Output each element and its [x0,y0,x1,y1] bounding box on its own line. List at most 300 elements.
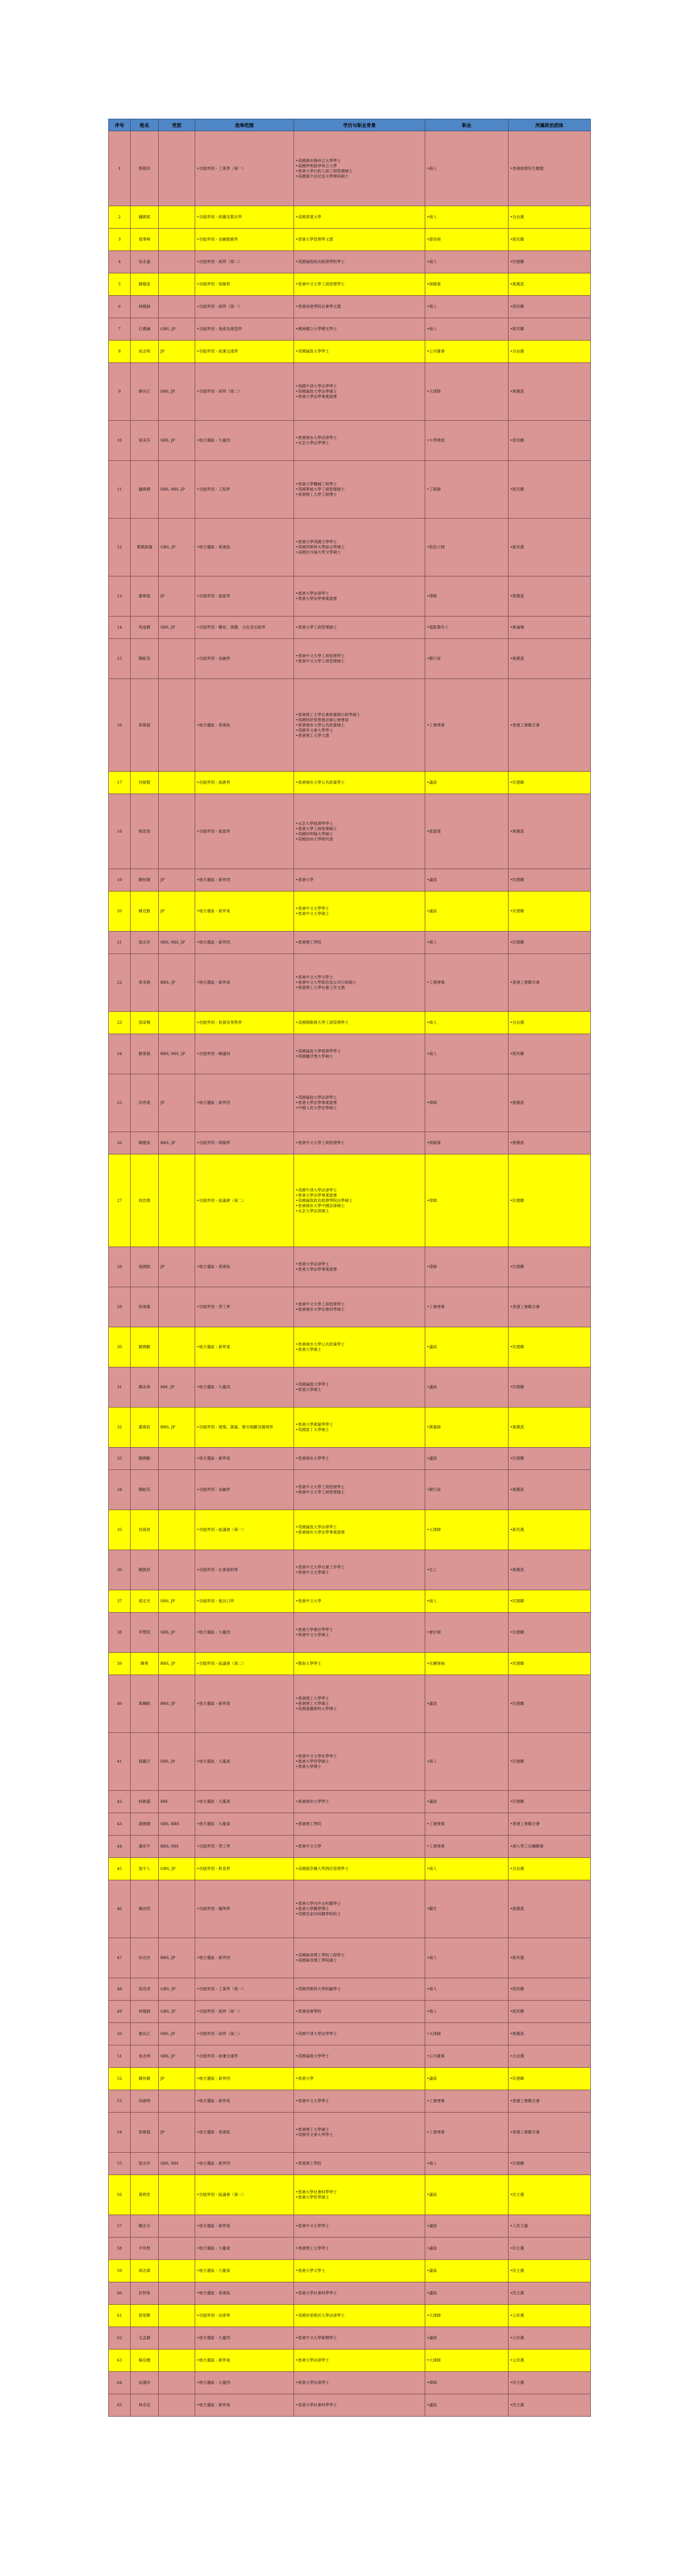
member-constituency-line: •功能界別 - 旅遊界 [197,594,231,598]
member-education-line: •香港大學法學專業證書 [296,394,337,399]
table-row [109,1287,591,1327]
row-number: 20 [109,891,131,932]
member-honours: GBS, JP [159,1978,195,2001]
member-occupation-line: •大律師 [427,2031,441,2036]
member-education [294,2068,425,2090]
member-education-line: •英國倫敦大學經濟學學士 [296,1049,341,1053]
member-education-line: •香港大學法學專業證書 [296,596,337,601]
member-party-line: •民建聯 [510,259,524,264]
member-constituency [195,318,294,341]
member-occupation-line: •電影製作人 [427,625,449,630]
member-constituency [195,1448,294,1470]
member-occupation [425,2068,509,2090]
member-honours: BBS, JP [159,1408,195,1448]
member-party [509,2045,591,2068]
member-constituency [195,2215,294,2238]
member-party [509,891,591,932]
member-occupation [425,2260,509,2282]
member-party [509,1287,591,1327]
table-row [109,1978,591,2001]
member-party-line: •無黨派 [510,282,524,286]
member-education-line: •美國康奈爾大學酒店管理學士 [296,1866,349,1871]
member-honours: BBS, JP [159,1938,195,1978]
row-number: 41 [109,1733,131,1791]
member-party-line: •民主黨 [510,2291,524,2295]
member-name: 陳振英 [131,1470,159,1510]
member-honours [159,251,195,273]
row-number: 42 [109,1791,131,1813]
member-education-line: •英國列斯特大學紡織學士 [296,1987,341,1991]
member-party [509,1978,591,2001]
member-education [294,1327,425,1367]
member-education-line: •英國曼徹斯特大學博士 [296,1706,337,1711]
member-occupation-line: •議員 [427,909,437,913]
member-name: 許智峯 [131,2282,159,2305]
member-constituency [195,2282,294,2305]
member-party [509,2090,591,2113]
member-party [509,1733,591,1791]
member-education-line: •香港中文大學碩士 [296,1570,329,1575]
member-education-line: •澳洲國立大學歷史學士 [296,326,337,331]
row-number: 53 [109,2090,131,2113]
member-occupation [425,363,509,421]
member-education [294,1590,425,1613]
member-honours [159,1510,195,1550]
member-party [509,932,591,954]
row-number: 47 [109,1938,131,1978]
row-number: 45 [109,1858,131,1880]
member-constituency-line: •地方選區 - 新界東 [197,2223,231,2228]
member-education [294,2215,425,2238]
member-occupation [425,2001,509,2023]
member-party-line: •民建聯 [510,940,524,945]
table-row [109,932,591,954]
member-occupation-line: •商人 [427,1020,437,1025]
table-row [109,461,591,519]
table-row [109,2068,591,2090]
member-constituency [195,932,294,954]
member-party-line: •自由黨 [510,2054,524,2058]
table-row [109,772,591,794]
member-honours [159,2260,195,2282]
member-constituency [195,1287,294,1327]
member-constituency-line: •功能界別 - 商界（第一） [197,304,242,309]
member-name: 盧偉國 [131,461,159,519]
member-honours [159,206,195,229]
member-education-line: •香港大學英國文學學士 [296,539,337,544]
row-number: 55 [109,2153,131,2175]
member-occupation-line: •醫生 [427,1906,437,1911]
member-constituency [195,2372,294,2394]
member-constituency-line: •功能界別 - 紡織及製衣界 [197,215,242,219]
member-constituency-line: •功能界別 - 金融界 [197,1487,231,1492]
member-constituency-line: •地方選區 - 新界東 [197,1701,231,1706]
member-constituency [195,273,294,296]
member-education [294,1880,425,1938]
member-name: 李慧琼 [131,1613,159,1653]
member-constituency [195,2153,294,2175]
member-occupation-line: •議員 [427,1385,437,1389]
member-constituency [195,1327,294,1367]
member-name: 黃定光 [131,1590,159,1613]
member-education-line: •香港大學碩士 [296,1387,322,1392]
member-constituency [195,2394,294,2417]
header-no: 序号 [109,119,131,131]
member-name: 柯創盛 [131,1791,159,1813]
member-occupation [425,341,509,363]
member-constituency-line: •功能界別 - 批發及零售界 [197,1020,242,1025]
member-name: 何啟明 [131,2090,159,2113]
member-honours: MH [159,1791,195,1813]
table-row [109,1448,591,1470]
member-education-line: •英國倫敦政治經濟學院學士 [296,259,345,264]
member-name: 梁志祥 [131,932,159,954]
member-honours: BBS, MH [159,1836,195,1858]
member-name: 梁美芬 [131,421,159,461]
row-number: 14 [109,617,131,639]
member-education-line: •香港中文大學 [296,1844,322,1849]
member-name: 謝偉俊 [131,576,159,617]
member-name: 鍾國斌 [131,206,159,229]
member-occupation [425,1510,509,1550]
member-education-line: •香港理工學院 [296,940,322,945]
member-honours: GBS, JP [159,1858,195,1880]
row-number: 33 [109,1448,131,1470]
member-party-line: •民建聯 [510,1456,524,1461]
row-number: 37 [109,1590,131,1613]
member-education-line: •香港理工大學社會工作文憑 [296,985,345,990]
table-row [109,1012,591,1034]
member-occupation [425,2090,509,2113]
member-education [294,1550,425,1590]
member-name: 廖長江 [131,363,159,421]
member-honours [159,2215,195,2238]
member-constituency-line: •地方選區 - 新界西 [197,1955,231,1960]
member-constituency [195,1247,294,1287]
member-occupation-line: •工會理事 [427,980,445,985]
member-education-line: •香港理工大學碩士 [296,2127,329,2132]
member-party-line: •無黨派 [510,1100,524,1105]
row-number: 34 [109,1470,131,1510]
member-party-line: •香港工會聯合會 [510,1304,540,1309]
member-name: 何俊賢 [131,772,159,794]
member-education-line: •香港大學社會科學學士 [296,2403,337,2407]
member-name: 鄭泳舜 [131,1367,159,1408]
member-occupation-line: •議員 [427,2291,437,2295]
member-constituency [195,639,294,679]
member-education-line: •英國雷丁大學碩士 [296,1427,329,1432]
member-occupation [425,1448,509,1470]
member-education [294,2260,425,2282]
member-constituency-line: •地方選區 - 新界東 [197,1456,231,1461]
member-party [509,1247,591,1287]
member-constituency-line: •功能界別 - 商界（第二） [197,389,242,394]
member-constituency [195,1880,294,1938]
member-education-line: •香港中文大學 [296,1599,322,1603]
member-constituency [195,1858,294,1880]
member-education [294,461,425,519]
member-constituency [195,1733,294,1791]
member-education-line: •中國人民大學法學碩士 [296,1105,337,1110]
member-education-line: •英國皇家內科醫學院院士 [296,1912,341,1916]
table-row [109,1327,591,1367]
member-party [509,1938,591,1978]
member-education [294,296,425,318]
table-row [109,2349,591,2372]
table-row [109,679,591,772]
member-honours: SBS, JP [159,1733,195,1791]
member-party [509,1791,591,1813]
member-name: 劉業強 [131,1034,159,1074]
row-number: 32 [109,1408,131,1448]
member-education-line: •香港理工大學碩士 [296,1701,329,1706]
member-occupation [425,421,509,461]
member-constituency [195,1836,294,1858]
member-table-sheet [108,119,590,2417]
member-occupation [425,1550,509,1590]
member-party [509,2113,591,2153]
member-constituency-line: •地方選區 - 九龍西 [197,2335,231,2340]
member-honours: SBS, MH, JP [159,932,195,954]
member-occupation-line: •政治人物 [427,545,445,549]
member-party-line: •民建聯 [510,2161,524,2166]
row-number: 49 [109,2001,131,2023]
member-occupation [425,1470,509,1510]
member-education-line: •香港大學哲學碩士 [296,2195,329,2200]
row-number: 2 [109,206,131,229]
member-education [294,2305,425,2327]
member-constituency-line: •地方選區 - 新界西 [197,1100,231,1105]
member-education [294,794,425,869]
member-name: 陳克勤 [131,891,159,932]
member-education-line: •美國麻省理工學院碩士 [296,1958,337,1963]
member-party-line: •民主黨 [510,2403,524,2407]
member-education [294,576,425,617]
table-row [109,794,591,869]
member-education [294,421,425,461]
member-constituency-line: •地方選區 - 九龍西 [197,1630,231,1635]
member-constituency [195,1367,294,1408]
member-constituency [195,1510,294,1550]
row-number: 50 [109,2023,131,2045]
table-row [109,2305,591,2327]
member-name: 葉劉淑儀 [131,519,159,576]
row-number: 54 [109,2113,131,2153]
member-education [294,2175,425,2215]
member-occupation [425,2153,509,2175]
member-party [509,2068,591,2090]
member-honours: JP [159,869,195,891]
member-name: 黃碧雲 [131,2175,159,2215]
row-number: 15 [109,639,131,679]
table-row [109,131,591,206]
row-number: 64 [109,2372,131,2394]
member-education-line: •美國伊利諾伊州立大學 [296,163,337,168]
member-education [294,2045,425,2068]
member-party [509,2215,591,2238]
member-constituency [195,2001,294,2023]
member-party [509,576,591,617]
member-occupation [425,2394,509,2417]
member-constituency [195,2305,294,2327]
member-education-line: •英國牛津大學法學學士 [296,384,337,388]
member-honours [159,1287,195,1327]
member-name: 尹兆堅 [131,2238,159,2260]
member-constituency-line: •地方選區 - 香港島 [197,2291,231,2295]
member-name: 陳恒鑌 [131,2068,159,2090]
member-occupation [425,1154,509,1247]
member-party [509,1034,591,1074]
row-number: 5 [109,273,131,296]
member-honours [159,2394,195,2417]
member-constituency-line: •地方選區 - 新界東 [197,2358,231,2363]
member-education-line: •香港城市大學學士 [296,1799,329,1804]
member-occupation-line: •社團領袖 [427,1661,445,1666]
member-education [294,2113,425,2153]
member-education [294,1978,425,2001]
member-occupation [425,1012,509,1034]
member-education-line: •美國麻省理工學院工程學士 [296,1953,345,1957]
member-constituency [195,617,294,639]
member-constituency-line: •功能界別 - 金融服務界 [197,237,238,242]
table-row [109,296,591,318]
member-name: 胡志偉 [131,2260,159,2282]
member-constituency-line: •功能界別 - 進出口界 [197,1599,234,1603]
member-education-line: •香港大學法律學士 [296,2358,329,2363]
member-occupation-line: •會計師 [427,1630,441,1635]
member-party-line: •經民聯 [510,487,524,492]
member-constituency [195,1408,294,1448]
member-education-line: •香港中文大學工商管理學士 [296,654,345,658]
table-row [109,341,591,363]
member-honours [159,1448,195,1470]
member-name: 梁君彥 [131,1978,159,2001]
member-occupation [425,2175,509,2215]
member-constituency-line: •功能界別 - 工業界（第一） [197,1987,246,1991]
member-education-line: •香港城市大學學士 [296,1456,329,1461]
member-education-line: •香港大學社會科學學士 [296,2190,337,2194]
member-party [509,639,591,679]
member-occupation-line: •商人 [427,2161,437,2166]
member-constituency-line: •地方選區 - 新界東 [197,980,231,985]
member-party [509,2349,591,2372]
member-occupation [425,2023,509,2045]
member-party [509,1836,591,1858]
member-party [509,617,591,639]
member-occupation [425,1074,509,1132]
member-constituency [195,2068,294,2090]
member-party-line: •民主黨 [510,2380,524,2385]
member-party-line: •民主黨 [510,2268,524,2273]
member-party [509,2372,591,2394]
member-education [294,1247,425,1287]
member-education-line: •香港大學工商管理碩士 [296,826,337,831]
member-education [294,519,425,576]
row-number: 59 [109,2260,131,2282]
member-honours: SBS, JP [159,2045,195,2068]
header-group: 党派 [159,119,195,131]
member-education-line: •香港中文大學學士 [296,906,329,911]
member-occupation [425,1247,509,1287]
member-party [509,2238,591,2260]
member-education [294,1074,425,1132]
member-name: 容海恩 [131,1510,159,1550]
member-party [509,229,591,251]
member-party-line: •無黨派 [510,1487,524,1492]
member-education-line: •美國普渡大學 [296,215,322,219]
member-occupation [425,1836,509,1858]
member-occupation-line: •工會理事 [427,1821,445,1826]
table-row [109,1675,591,1733]
member-party-line: •自由黨 [510,349,524,354]
row-number: 13 [109,576,131,617]
member-education-line: •香港大學哲學碩士 [296,1759,329,1764]
member-party-line: •民建聯 [510,1599,524,1603]
member-honours: JP [159,891,195,932]
table-row [109,2153,591,2175]
row-number: 16 [109,679,131,772]
member-occupation-line: •律師 [427,2380,437,2385]
member-party [509,2260,591,2282]
row-number: 35 [109,1510,131,1550]
row-number: 22 [109,954,131,1012]
member-constituency-line: •功能界別 - 保險界 [197,282,231,286]
member-occupation-line: •議員 [427,1344,437,1349]
member-education [294,639,425,679]
member-constituency [195,461,294,519]
member-occupation-line: •工會理事 [427,722,445,727]
member-constituency [195,206,294,229]
member-occupation [425,639,509,679]
member-occupation-line: •商人 [427,1051,437,1056]
member-occupation [425,891,509,932]
member-constituency [195,1813,294,1836]
member-party-line: •經民聯 [510,237,524,242]
member-name: 涂謹申 [131,2372,159,2394]
member-occupation-line: •社工 [427,1567,437,1572]
row-number: 62 [109,2327,131,2349]
member-constituency [195,2045,294,2068]
member-constituency [195,2023,294,2045]
member-occupation [425,1653,509,1675]
member-honours: SBS, JP [159,617,195,639]
member-constituency-line: •地方選區 - 香港島 [197,722,231,727]
member-honours: JP [159,2068,195,2090]
member-education [294,2153,425,2175]
member-party [509,206,591,229]
member-constituency [195,576,294,617]
member-constituency [195,341,294,363]
member-education [294,273,425,296]
member-honours: GBS, JP [159,2001,195,2023]
member-education [294,1938,425,1978]
member-occupation-line: •大律師 [427,1527,441,1532]
member-honours: JP [159,1074,195,1132]
member-education-line: •英國倫敦大學法學碩士 [296,389,337,394]
member-name: 何君堯 [131,1074,159,1132]
row-number: 3 [109,229,131,251]
member-education-line: •英國考文垂大學學士 [296,2132,333,2137]
member-constituency-line: •地方選區 - 香港島 [197,2130,231,2134]
row-number: 4 [109,251,131,273]
table-row [109,2260,591,2282]
member-occupation-line: •工會理事 [427,1304,445,1309]
member-party [509,273,591,296]
member-constituency [195,1550,294,1590]
member-constituency-line: •功能界別 - 勞工界 [197,1304,231,1309]
table-row [109,1858,591,1880]
member-occupation-line: •商人 [427,166,437,171]
